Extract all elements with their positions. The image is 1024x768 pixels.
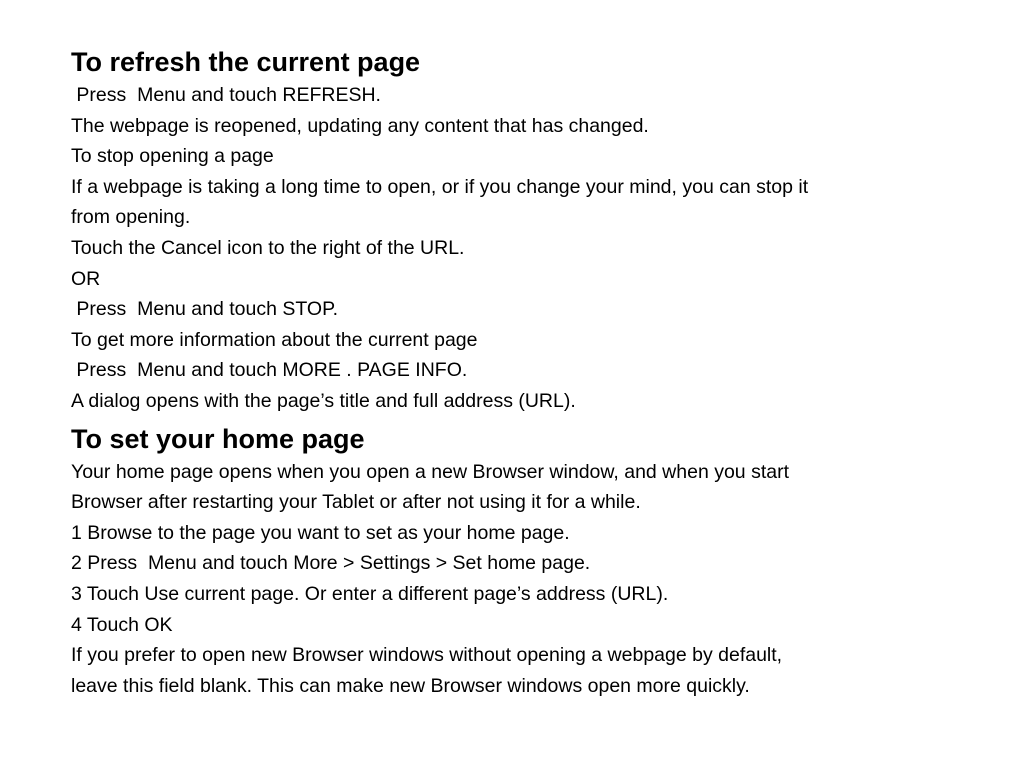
body-line: The webpage is reopened, updating any content that has changed. bbox=[71, 114, 649, 137]
section-heading: To set your home page bbox=[71, 423, 365, 454]
body-line: A dialog opens with the page’s title and full address (URL). bbox=[71, 389, 576, 412]
section-refresh bbox=[71, 44, 971, 417]
body-line: 1 Browse to the page you want to set as your home page. bbox=[71, 521, 570, 544]
body-line: To stop opening a page bbox=[71, 145, 274, 168]
body-line: Your home page opens when you open a new Browser window, and when you start bbox=[71, 460, 789, 483]
body-line: If you prefer to open new Browser windows without opening a webpage by default, bbox=[71, 644, 783, 667]
body-line: Touch the Cancel icon to the right of the URL. bbox=[71, 236, 465, 259]
body-line: Browser after restarting your Tablet or after not using it for a while. bbox=[71, 491, 641, 514]
body-line: OR bbox=[71, 267, 101, 290]
body-line: To get more information about the current page bbox=[71, 328, 478, 351]
slide-content bbox=[71, 44, 971, 701]
section-heading: To refresh the current page bbox=[71, 47, 421, 77]
body-line: Press Menu and touch MORE . PAGE INFO. bbox=[71, 359, 468, 382]
body-line: If a webpage is taking a long time to open, or if you change your mind, you can stop it bbox=[71, 175, 809, 198]
body-line: leave this field blank. This can make new Browser windows open more quickly. bbox=[71, 674, 750, 697]
body-line: Press Menu and touch REFRESH. bbox=[71, 84, 381, 106]
body-line: 4 Touch OK bbox=[71, 613, 173, 636]
body-line: 2 Press Menu and touch More > Settings > Set home page. bbox=[71, 552, 591, 575]
section-home-page bbox=[71, 421, 971, 702]
body-line: 3 Touch Use current page. Or enter a different page’s address (URL). bbox=[71, 582, 669, 605]
body-line: Press Menu and touch STOP. bbox=[71, 298, 339, 321]
body-line: from opening. bbox=[71, 206, 191, 229]
